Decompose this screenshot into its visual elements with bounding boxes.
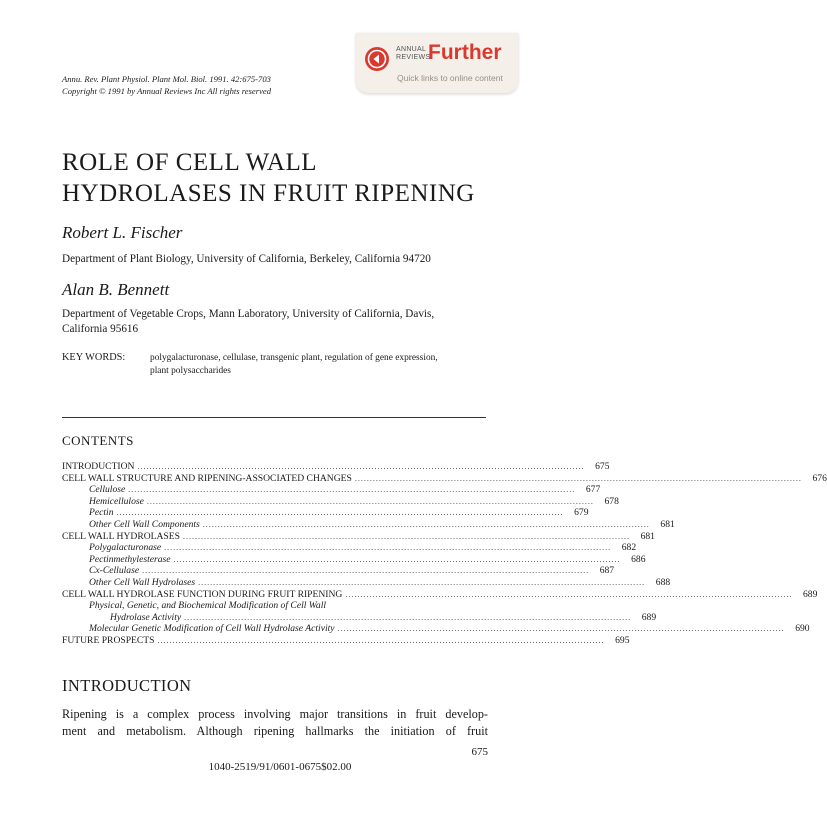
affiliation-2-line-2: California 95616 (62, 323, 139, 335)
author-name-1: Robert L. Fischer (62, 223, 183, 242)
arrow-left-icon (365, 47, 389, 71)
toc-page: 690 (795, 623, 810, 635)
toc-entry[interactable] (62, 542, 637, 554)
toc-page: 687 (599, 565, 615, 577)
author-affiliation-2 (62, 307, 488, 337)
citation-line-2: Copyright © 1991 by Annual Reviews Inc All rights reserved (62, 86, 272, 96)
toc-label: Physical, Genetic, and Biochemical Modification of Cell Wall (89, 600, 327, 612)
toc-label: Pectinmethylesterase (89, 553, 171, 565)
toc-leader: ..................................................................................................................................................... (182, 531, 630, 541)
toc-entry[interactable] (62, 553, 646, 566)
toc-label: Other Cell Wall Components (89, 518, 200, 530)
article-title (62, 147, 475, 209)
body-line-2: ment and metabolism. Although ripening hallmarks the initiation of fruit (62, 724, 488, 738)
badge-brand: Further (428, 41, 502, 64)
toc-leader: ..................................................................................................................................................... (128, 485, 576, 495)
toc-entry[interactable] (62, 634, 630, 647)
keywords-label: KEY WORDS: (62, 352, 126, 363)
toc-entry[interactable] (62, 611, 657, 624)
toc-leader: ..................................................................................................................................................... (137, 462, 585, 471)
toc-entry[interactable] (62, 623, 810, 635)
toc-page: 678 (604, 495, 619, 507)
toc-label: CELL WALL STRUCTURE AND RIPENING-ASSOCIATED CHANGES (62, 472, 352, 484)
body-line-1: Ripening is a complex process involving major transitions in fruit develop- (62, 707, 488, 721)
toc-page: 695 (615, 634, 630, 646)
toc-leader: ..................................................................................................................................................... (173, 554, 621, 564)
introduction-heading: INTRODUCTION (62, 676, 192, 695)
toc-label: Molecular Genetic Modification of Cell Wall Hydrolase Activity (89, 623, 335, 635)
citation-line-1: Annu. Rev. Plant Physiol. Plant Mol. Biol. 1991. 42:675-703 (62, 74, 271, 84)
badge-publisher (396, 46, 430, 62)
toc-page: 677 (585, 484, 601, 496)
toc-label: Other Cell Wall Hydrolases (89, 576, 196, 588)
title-line-2: HYDROLASES IN FRUIT RIPENING (62, 180, 475, 207)
author-name-2: Alan B. Bennett (62, 280, 170, 299)
keywords-list (150, 352, 490, 378)
toc-leader: ..................................................................................................................................................... (142, 566, 590, 576)
title-line-1: ROLE OF CELL WALL (62, 149, 318, 176)
toc-page: 679 (574, 507, 589, 519)
toc-entry[interactable] (62, 530, 655, 543)
toc-leader: ..................................................................................................................................................... (345, 589, 793, 599)
toc-page: 676 (812, 472, 827, 484)
toc-leader: ..................................................................................................................................................... (184, 612, 632, 622)
toc-leader: ..................................................................................................................................................... (116, 508, 564, 518)
affiliation-1-line-1: Department of Plant Biology, University of California, Berkeley, California 94720 (62, 253, 431, 265)
toc-leader: ..................................................................................................................................................... (198, 577, 646, 587)
toc-page: 689 (802, 588, 818, 600)
toc-entry[interactable] (62, 507, 589, 519)
toc-entry[interactable] (62, 472, 827, 485)
contents-heading: CONTENTS (62, 433, 134, 448)
toc-leader: ..................................................................................................................................................... (202, 519, 650, 529)
toc-label: Pectin (89, 507, 114, 519)
toc-leader: ..................................................................................................................................................... (146, 496, 594, 506)
toc-label: Hemicellulose (89, 495, 144, 507)
issn-code: 1040-2519/91/0601-0675$02.00 (208, 761, 352, 773)
toc-label: Cellulose (89, 484, 126, 496)
toc-entry[interactable] (62, 484, 601, 496)
keywords-line-2: plant polysaccharides (150, 366, 231, 376)
badge-tagline: Quick links to online content (397, 73, 503, 83)
affiliation-2-line-1: Department of Vegetable Crops, Mann Laboratory, University of California, Davis, (62, 308, 435, 320)
toc-page: 681 (640, 530, 655, 542)
toc-entry[interactable] (62, 565, 615, 577)
toc-label: CELL WALL HYDROLASES (62, 530, 180, 542)
toc-page: 688 (655, 576, 671, 588)
toc-entry[interactable] (62, 576, 671, 589)
toc-label: Hydrolase Activity (110, 611, 182, 623)
toc-entry[interactable] (62, 495, 619, 508)
toc-page: 689 (641, 611, 657, 623)
section-divider (62, 417, 486, 418)
toc-leader: ..................................................................................................................................................... (164, 543, 612, 553)
page-number: 675 (471, 746, 488, 758)
toc-leader: ..................................................................................................................................................... (157, 635, 605, 645)
toc-page: 686 (631, 553, 646, 565)
toc-entry[interactable] (62, 588, 818, 601)
toc-label: INTRODUCTION (62, 461, 135, 472)
toc-entry[interactable] (62, 461, 610, 473)
toc-page: 675 (595, 461, 610, 472)
toc-label: CELL WALL HYDROLASE FUNCTION DURING FRUIT RIPENING (62, 588, 343, 600)
toc-leader: ..................................................................................................................................................... (337, 624, 785, 634)
toc-label: Polygalacturonase (89, 542, 162, 554)
toc-entry[interactable] (62, 518, 675, 531)
keywords-line-1: polygalacturonase, cellulase, transgenic plant, regulation of gene expression, (150, 353, 438, 363)
toc-leader: ..................................................................................................................................................... (354, 473, 802, 483)
introduction-body (62, 706, 488, 740)
toc-page: 682 (621, 542, 637, 554)
badge-line-annual: ANNUAL (396, 46, 427, 53)
toc-entry[interactable] (62, 600, 488, 612)
toc-label: Cx-Cellulase (89, 565, 140, 577)
author-affiliation-1 (62, 252, 488, 267)
badge-line-reviews: REVIEWS (396, 54, 431, 61)
table-of-contents (62, 461, 827, 647)
toc-label: FUTURE PROSPECTS (62, 634, 155, 646)
toc-page: 681 (660, 518, 675, 530)
further-badge[interactable] (356, 33, 518, 93)
journal-citation (62, 73, 271, 97)
